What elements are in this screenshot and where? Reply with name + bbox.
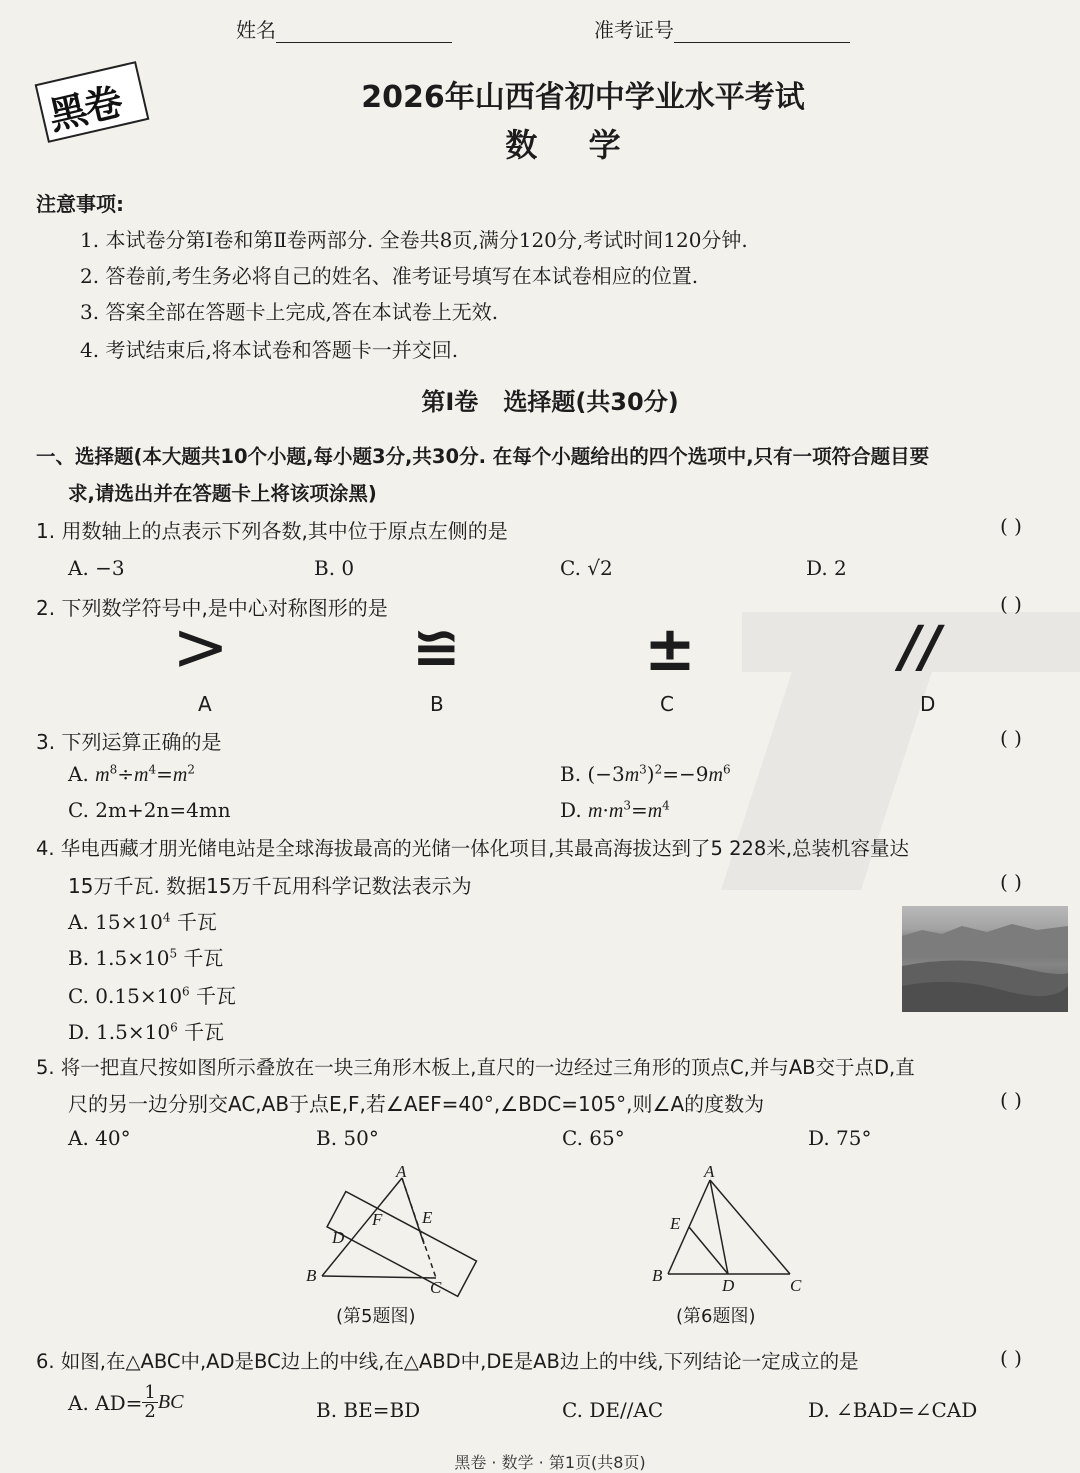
q4-stem-cont: 15万千瓦. 数据15万千瓦用科学记数法表示为 (68, 874, 472, 898)
q6-label-d: D (722, 1276, 735, 1295)
exam-title: 2026年山西省初中学业水平考试 (361, 80, 805, 115)
q5-answer-paren[interactable]: ( ) (1000, 1088, 1022, 1112)
stamp-text: 黑卷 (44, 79, 125, 139)
q4-answer-paren[interactable]: ( ) (1000, 870, 1022, 894)
q2-stem: 2. 下列数学符号中,是中心对称图形的是 (36, 596, 388, 620)
q3-option-b: B. $(-3m^3)^2=-9m^6$ (560, 762, 731, 786)
q1-option-d: D. 2 (806, 556, 847, 580)
q4-option-b: B. $1.5\times 10^5$ 千瓦 (68, 946, 224, 970)
q5-option-a: A. 40° (68, 1126, 131, 1150)
q5-figure (300, 1160, 490, 1300)
name-label: 姓名 (236, 18, 276, 42)
q2-answer-paren[interactable]: ( ) (1000, 592, 1022, 616)
q2-label-d: D (920, 692, 936, 716)
subject-title: 数 学 (505, 126, 641, 164)
q5-label-f: F (372, 1210, 383, 1229)
q3-answer-paren[interactable]: ( ) (1000, 726, 1022, 750)
section-instruction: 一、选择题(本大题共10个小题,每小题3分,共30分. 在每个小题给出的四个选项中,只有一项符合题目要 (36, 445, 930, 468)
q6-label-a: A (704, 1162, 715, 1181)
q2-symbol-a: > (172, 608, 229, 687)
q1-option-a: A. −3 (68, 556, 125, 580)
q5-label-b: B (306, 1266, 317, 1285)
name-field[interactable] (236, 14, 452, 43)
q5-stem-cont: 尺的另一边分别交AC,AB于点E,F,若∠AEF=40°,∠BDC=105°,则∠A的度数为 (68, 1092, 765, 1116)
q2-label-b: B (430, 692, 444, 716)
q6-option-a: A. AD= $\frac{1}{2}$ BC (68, 1382, 184, 1422)
q6-label-b: B (652, 1266, 663, 1285)
q1-answer-paren[interactable]: ( ) (1000, 514, 1022, 538)
q6-label-e: E (670, 1214, 681, 1233)
q5-figure-caption: (第5题图) (336, 1306, 416, 1327)
q6-figure (648, 1160, 818, 1300)
q6-option-b: B. BE=BD (316, 1398, 421, 1422)
q5-option-b: B. 50° (316, 1126, 379, 1150)
q2-symbol-b: ≌ (412, 613, 461, 681)
note-item: 1. 本试卷分第Ⅰ卷和第Ⅱ卷两部分. 全卷共8页,满分120分,考试时间120分钟. (80, 228, 748, 252)
q4-option-d: D. $1.5\times 10^6$ 千瓦 (68, 1020, 225, 1044)
q6-label-c: C (790, 1276, 802, 1295)
q5-stem: 5. 将一把直尺按如图所示叠放在一块三角形木板上,直尺的一边经过三角形的顶点C,并与AB交于点D,直 (36, 1056, 915, 1079)
q2-symbol-c: ± (644, 612, 696, 685)
q1-option-b: B. 0 (314, 556, 355, 580)
q4-option-c: C. $0.15\times 10^6$ 千瓦 (68, 984, 237, 1008)
mountain-photo (902, 906, 1068, 1012)
q5-label-e: E (422, 1208, 433, 1227)
section-instruction-cont: 求,请选出并在答题卡上将该项涂黑) (68, 482, 377, 505)
section-title: 第Ⅰ卷 选择题(共30分) (421, 388, 679, 416)
q5-label-c: C (430, 1278, 442, 1297)
note-item: 2. 答卷前,考生务必将自己的姓名、准考证号填写在本试卷相应的位置. (80, 264, 699, 288)
q5-label-a: A (396, 1162, 407, 1181)
q6-option-c: C. DE//AC (562, 1398, 664, 1422)
q2-symbol-d: // (900, 615, 941, 680)
q3-option-a: A. $m^8\div m^4=m^2$ (68, 762, 195, 786)
q5-label-d: D (332, 1228, 345, 1247)
q4-stem: 4. 华电西藏才朋光储电站是全球海拔最高的光储一体化项目,其最高海拔达到了5 228米,总装机容量达 (36, 837, 910, 860)
q3-option-c: C. 2m+2n=4mn (68, 798, 231, 822)
note-item: 3. 答案全部在答题卡上完成,答在本试卷上无效. (80, 300, 499, 324)
ticket-label: 准考证号 (594, 18, 674, 42)
page-footer: 黑卷 · 数学 · 第1页(共8页) (454, 1453, 646, 1472)
q1-option-c: C. √2 (560, 556, 613, 580)
q6-answer-paren[interactable]: ( ) (1000, 1346, 1022, 1370)
q5-option-c: C. 65° (562, 1126, 625, 1150)
notes-heading: 注意事项: (36, 192, 124, 216)
q4-option-a: A. $15\times 10^4$ 千瓦 (68, 910, 217, 934)
q3-stem: 3. 下列运算正确的是 (36, 730, 222, 754)
q2-label-c: C (660, 692, 674, 716)
q1-stem: 1. 用数轴上的点表示下列各数,其中位于原点左侧的是 (36, 519, 508, 543)
q6-option-d: D. ∠BAD=∠CAD (808, 1398, 978, 1422)
q6-stem: 6. 如图,在△ABC中,AD是BC边上的中线,在△ABD中,DE是AB边上的中线,下列结论一定成立的是 (36, 1350, 859, 1373)
q6-figure-caption: (第6题图) (676, 1306, 756, 1327)
ticket-field[interactable] (594, 14, 850, 43)
note-item: 4. 考试结束后,将本试卷和答题卡一并交回. (80, 338, 459, 362)
q2-label-a: A (198, 692, 212, 716)
q3-option-d: D. $m\cdot m^3=m^4$ (560, 798, 670, 822)
q5-option-d: D. 75° (808, 1126, 872, 1150)
